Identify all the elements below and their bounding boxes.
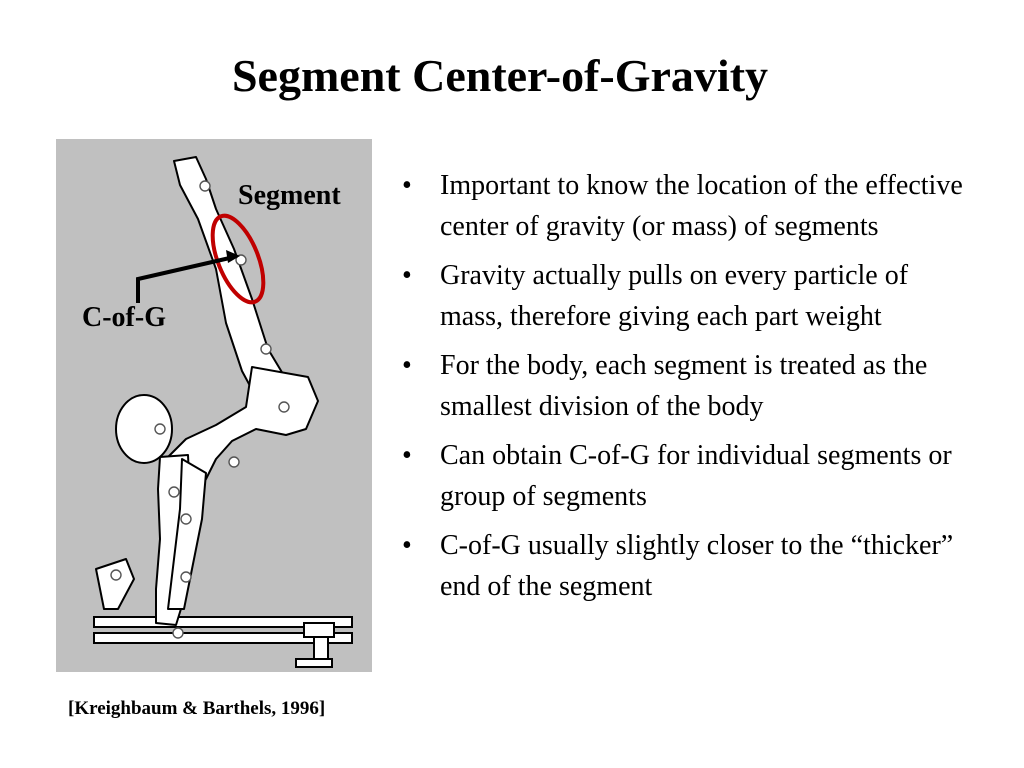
bullet-marker: • bbox=[402, 260, 412, 291]
bullet-text: Gravity actually pulls on every particle of mass, therefore giving each part weight bbox=[440, 260, 909, 332]
bullet-marker: • bbox=[402, 440, 412, 471]
bullet-text: C-of-G usually slightly closer to the “thicker” end of the segment bbox=[440, 530, 954, 602]
gymnast-drawing bbox=[56, 139, 372, 672]
gymnast-body bbox=[96, 157, 318, 625]
bullet-marker: • bbox=[402, 170, 412, 201]
bullet-item bbox=[402, 256, 974, 337]
bullet-item bbox=[402, 166, 974, 247]
figure-citation: [Kreighbaum & Barthels, 1996] bbox=[68, 698, 326, 719]
bullet-text: Can obtain C-of-G for individual segments or group of segments bbox=[440, 440, 952, 512]
parallel-bars bbox=[94, 617, 352, 667]
slide-title: Segment Center-of-Gravity bbox=[231, 50, 769, 101]
gymnast-illustration bbox=[56, 139, 372, 672]
bullet-item bbox=[402, 436, 974, 517]
bullet-text: For the body, each segment is treated as the smallest division of the body bbox=[440, 350, 928, 422]
bullet-item bbox=[402, 526, 974, 607]
bullet-list bbox=[402, 166, 974, 616]
bullet-marker: • bbox=[402, 530, 412, 561]
bullet-item bbox=[402, 346, 974, 427]
bullet-text: Important to know the location of the effective center of gravity (or mass) of segments bbox=[440, 170, 963, 242]
bullet-marker: • bbox=[402, 350, 412, 381]
segment-label: Segment bbox=[238, 180, 341, 211]
cog-label: C-of-G bbox=[82, 302, 166, 333]
